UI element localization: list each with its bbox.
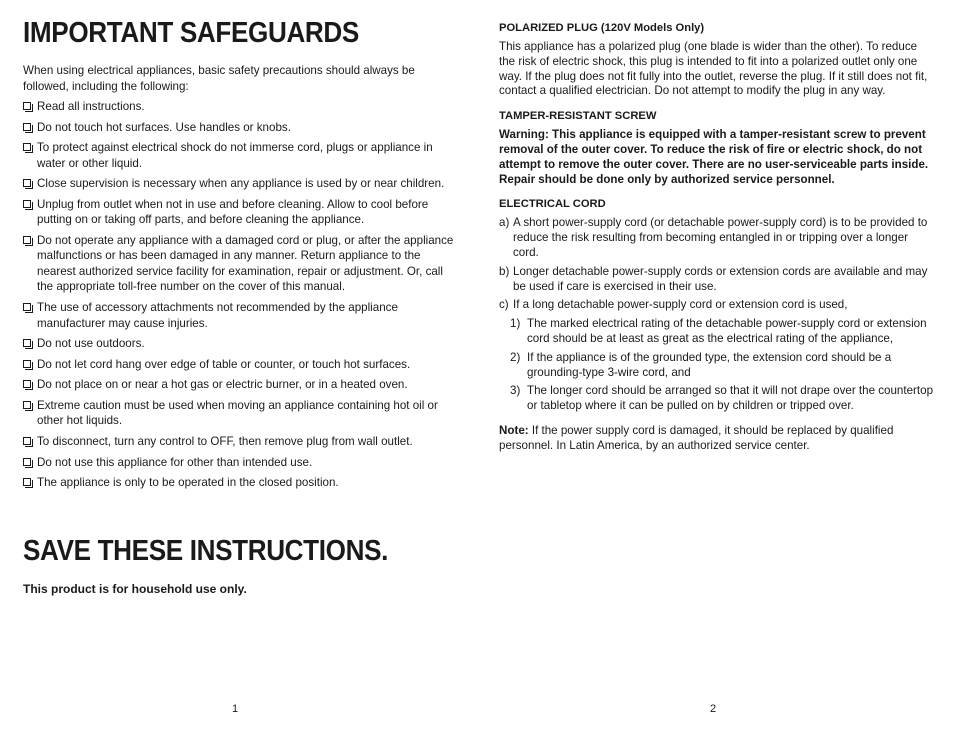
list-item-text: A short power-supply cord (or detachable power-supply cord) is to be provided to reduce the risk resulting from becoming entangled in or tripping over a longer cord.	[513, 216, 928, 259]
list-item-text: If the appliance is of the grounded type, the extension cord should be a grounding-type 3-wire cord, and	[527, 350, 892, 379]
list-item	[23, 120, 458, 136]
list-item-text: The appliance is only to be operated in the closed position.	[37, 476, 339, 490]
checkbox-icon	[23, 339, 31, 347]
list-item-text: Do not place on or near a hot gas or electric burner, or in a heated oven.	[37, 378, 408, 392]
list-item-text: To disconnect, turn any control to OFF, then remove plug from wall outlet.	[37, 435, 413, 449]
checkbox-icon	[23, 437, 31, 445]
list-item-label: 2)	[510, 350, 521, 364]
list-item-text: If a long detachable power-supply cord or extension cord is used,	[513, 298, 848, 312]
list-item-text: The longer cord should be arranged so that it will not drape over the countertop or tabletop where it can be pulled on by children or tripped over.	[527, 384, 934, 413]
checkbox-icon	[23, 236, 31, 244]
list-item-text: Do not touch hot surfaces. Use handles or knobs.	[37, 120, 291, 134]
list-item	[23, 455, 458, 471]
list-item	[23, 377, 458, 393]
cord-list	[499, 216, 935, 414]
sub-list-item	[499, 351, 935, 381]
note-text: If the power supply cord is damaged, it should be replaced by qualified personnel. In Latin America, by an authorized service center.	[499, 423, 894, 452]
list-item	[23, 99, 458, 115]
checkbox-icon	[23, 380, 31, 388]
list-item	[23, 434, 458, 450]
list-item-text: Longer detachable power-supply cords or extension cords are available and may be used if care is exercised in their use.	[513, 264, 928, 293]
polarized-heading: POLARIZED PLUG (120V Models Only)	[499, 22, 705, 34]
list-item	[23, 475, 458, 491]
checkbox-icon	[23, 303, 31, 311]
list-item	[23, 300, 458, 331]
list-item-label: 1)	[510, 317, 521, 331]
list-item	[499, 265, 935, 295]
safeguards-list	[23, 99, 458, 496]
list-item	[23, 357, 458, 373]
sub-list-item	[499, 384, 935, 414]
checkbox-icon	[23, 401, 31, 409]
checkbox-icon	[23, 458, 31, 466]
list-item-text: The marked electrical rating of the detachable power-supply cord or extension cord should be at least as great as the electrical rating of the appliance,	[527, 317, 927, 345]
list-item	[499, 216, 935, 260]
checkbox-icon	[23, 200, 31, 208]
list-item-text: Extreme caution must be used when moving an appliance containing hot oil or other hot liquids.	[37, 398, 438, 428]
checkbox-icon	[23, 123, 31, 131]
list-item-text: Do not use this appliance for other than intended use.	[37, 455, 313, 469]
save-instructions-title: SAVE THESE INSTRUCTIONS.	[23, 535, 389, 567]
list-item	[23, 197, 458, 228]
list-item-text: Do not use outdoors.	[37, 337, 145, 351]
note-label: Note:	[499, 423, 529, 437]
household-note: This product is for household use only.	[23, 582, 247, 596]
list-item-label: a)	[499, 216, 510, 230]
page-number-right: 2	[710, 703, 717, 715]
list-item-text: The use of accessory attachments not recommended by the appliance manufacturer may cause injuries.	[37, 301, 398, 330]
list-item	[23, 140, 458, 171]
list-item-label: b)	[499, 264, 510, 278]
list-item-text: Close supervision is necessary when any appliance is used by or near children.	[37, 177, 445, 191]
tamper-heading: TAMPER-RESISTANT SCREW	[499, 110, 657, 123]
checkbox-icon	[23, 360, 31, 368]
list-item-label: 3)	[510, 384, 521, 398]
list-item-text: Unplug from outlet when not in use and before cleaning. Allow to cool before putting on or taking off parts, and before cleaning the appliance.	[37, 197, 429, 227]
polarized-text: This appliance has a polarized plug (one blade is wider than the other). To reduce the risk of electric shock, this plug is intended to fit into a polarized outlet only one way. If the plug does not fit fully into the outlet, reverse the plug. If it still does not fit, contact a qualified electrician. Do not attempt to modify the plug in any way.	[499, 40, 928, 98]
list-item-text: Read all instructions.	[37, 100, 145, 113]
tamper-warning-text: Warning: This appliance is equipped with a tamper-resistant screw to prevent removal of the outer cover. To reduce the risk of fire or electric shock, do not attempt to remove the outer cover. There are no user-serviceable parts inside. Repair should be done only by authorized service personnel.	[499, 128, 929, 186]
intro-text: When using electrical appliances, basic safety precautions should always be followed, including the following:	[23, 64, 415, 93]
checkbox-icon	[23, 143, 31, 151]
right-column	[499, 21, 935, 454]
note-paragraph	[499, 424, 935, 454]
list-item-text: To protect against electrical shock do not immerse cord, plugs or appliance in water or other liquid.	[37, 141, 433, 170]
list-item-label: c)	[499, 298, 509, 312]
list-item	[23, 398, 458, 429]
list-item	[23, 233, 458, 295]
page-title: IMPORTANT SAFEGUARDS	[23, 17, 359, 49]
list-item	[23, 336, 458, 352]
list-item	[23, 176, 458, 192]
checkbox-icon	[23, 102, 31, 110]
list-item-text: Do not operate any appliance with a damaged cord or plug, or after the appliance malfunctions or has been damaged in any manner. Return appliance to the nearest authorized service facility for examination, repair or adjustment. Or, call the appropriate toll-free number on the cover of this manual.	[37, 233, 454, 294]
checkbox-icon	[23, 179, 31, 187]
cord-heading: ELECTRICAL CORD	[499, 198, 606, 211]
sub-list-item	[499, 317, 935, 347]
list-item	[499, 298, 935, 313]
checkbox-icon	[23, 478, 31, 486]
page-number-left: 1	[232, 703, 239, 715]
list-item-text: Do not let cord hang over edge of table or counter, or touch hot surfaces.	[37, 357, 411, 371]
